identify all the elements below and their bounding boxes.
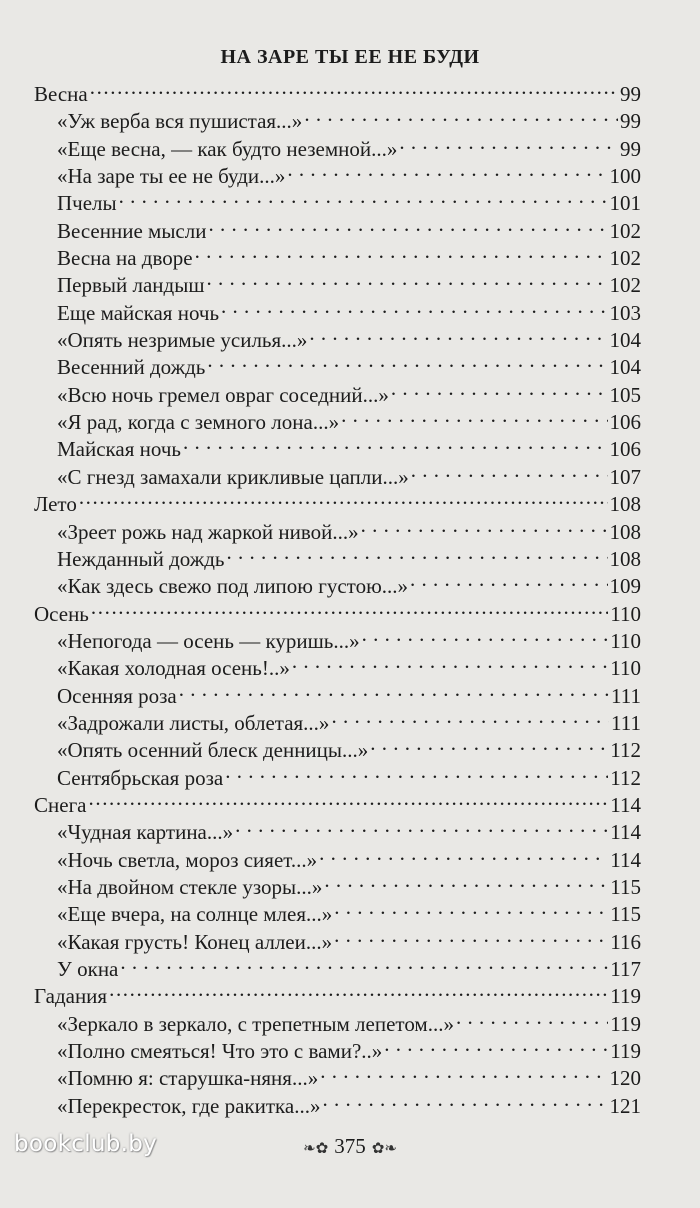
dot-leader (207, 265, 608, 292)
toc-entry-page: 107 (609, 464, 641, 489)
toc-entry-title: «Зеркало в зеркало, с трепетным лепетом...» (57, 1011, 454, 1036)
toc-entry-page: 99 (620, 82, 641, 106)
toc-entry-title: «Еще вчера, на солнце млея...» (57, 902, 333, 927)
toc-entry-title: Пчелы (57, 191, 117, 216)
toc-entry-page: 119 (610, 984, 641, 1009)
dot-leader (91, 594, 608, 621)
dot-leader (324, 867, 608, 894)
toc-entry-page: 119 (610, 1039, 641, 1064)
dot-leader (331, 703, 609, 730)
toc-entry-page: 117 (610, 957, 641, 981)
dot-leader (370, 730, 608, 757)
dot-leader (207, 347, 607, 374)
toc-entry-page: 105 (609, 382, 641, 407)
toc-entry-page: 102 (609, 246, 641, 271)
toc-entry-page: 106 (609, 410, 641, 435)
toc-entry-title: Весна на дворе (57, 246, 193, 271)
toc-entry-title: «Чудная картина...» (57, 820, 234, 845)
toc-entry-title: «Я рад, когда с земного лона...» (57, 410, 340, 435)
dot-leader (410, 566, 607, 593)
dot-leader (89, 785, 609, 812)
toc-entry-page: 106 (609, 437, 641, 462)
toc-entry-row (34, 211, 641, 243)
toc-entry-page: 110 (610, 601, 641, 626)
dot-leader (391, 375, 608, 402)
dot-leader (292, 648, 608, 675)
toc-entry-page: 120 (609, 1066, 641, 1091)
dot-leader (287, 156, 607, 183)
toc-entry-page: 114 (610, 792, 641, 817)
toc-entry-page: 112 (610, 765, 641, 790)
dot-leader (334, 894, 608, 921)
toc-entry-page: 99 (620, 109, 641, 134)
toc-entry-title: «Перекресток, где ракитка...» (57, 1093, 321, 1118)
toc-entry-page: 111 (611, 683, 641, 708)
toc-section-row (34, 785, 641, 817)
dot-leader (334, 922, 608, 949)
ornament-left-icon: ❧✿ (303, 1139, 329, 1158)
dot-leader (235, 812, 608, 839)
dot-leader (109, 976, 608, 1003)
dot-leader (319, 840, 608, 867)
toc-entry-page: 108 (609, 492, 641, 517)
toc-entry-title: «Непогода — осень — куришь...» (57, 628, 360, 653)
toc-entry-title: Нежданный дождь (57, 546, 225, 571)
dot-leader (120, 949, 608, 976)
dot-leader (341, 402, 607, 429)
toc-entry-page: 103 (609, 300, 641, 325)
toc-entry-title: «Как здесь свежо под липою густою...» (57, 574, 409, 599)
toc-entry-title: У окна (57, 957, 119, 981)
toc-entry-row (34, 949, 641, 981)
dot-leader (208, 211, 607, 238)
toc-entry-title: «Какая грусть! Конец аллеи...» (57, 929, 333, 954)
toc-entry-title: «Ночь светла, мороз сияет...» (57, 847, 318, 872)
toc-entry-title: Весенние мысли (57, 218, 207, 243)
toc-entry-title: «Какая холодная осень!..» (57, 656, 290, 681)
toc-entry-title: Осень (34, 601, 89, 626)
toc-entry-page: 112 (610, 738, 641, 763)
toc-entry-page: 114 (610, 820, 641, 845)
toc-entry-page: 104 (609, 328, 641, 353)
toc-entry-title: «Зреет рожь над жаркой нивой...» (57, 519, 359, 544)
toc-entry-row (34, 183, 641, 216)
toc-entry-page: 104 (609, 355, 641, 380)
toc-entry-row (34, 812, 641, 845)
toc-section-row (34, 484, 641, 517)
toc-entry-page: 110 (610, 656, 641, 681)
toc-entry-page: 102 (609, 218, 641, 243)
toc-entry-row (34, 101, 641, 134)
toc-section-row (34, 74, 641, 106)
dot-leader (362, 621, 609, 648)
dot-leader (323, 1086, 608, 1113)
toc-entry-title: Снега (34, 792, 87, 817)
ornament-right-icon: ✿❧ (371, 1139, 397, 1158)
toc-entry-title: «На заре ты ее не буди...» (57, 164, 286, 189)
toc-entry-title: Майская ночь (57, 437, 182, 462)
toc-entry-title: Еще майская ночь (57, 300, 220, 325)
dot-leader (90, 74, 618, 101)
dot-leader (320, 1058, 607, 1085)
toc-entry-title: «На двойном стекле узоры...» (57, 874, 323, 899)
toc-entry-title: «Опять осенний блеск денницы...» (57, 738, 369, 763)
table-of-contents (34, 74, 641, 1118)
toc-entry-page: 108 (609, 546, 641, 571)
dot-leader (304, 101, 618, 128)
toc-entry-title: «С гнезд замахали крикливые цапли...» (57, 464, 409, 489)
toc-entry-row (34, 1004, 641, 1036)
toc-entry-page: 115 (610, 902, 641, 927)
toc-entry-page: 101 (609, 191, 641, 216)
toc-entry-title: «Еще весна, — как будто неземной...» (57, 136, 398, 161)
toc-entry-page: 119 (610, 1011, 641, 1036)
toc-entry-page: 121 (609, 1093, 641, 1118)
toc-entry-page: 115 (610, 874, 641, 899)
toc-entry-page: 100 (609, 164, 641, 189)
dot-leader (183, 429, 607, 456)
dot-leader (309, 320, 607, 347)
dot-leader (225, 758, 608, 785)
dot-leader (361, 512, 608, 539)
dot-leader (456, 1004, 608, 1031)
toc-entry-page: 102 (609, 273, 641, 298)
dot-leader (179, 676, 609, 703)
dot-leader (227, 539, 608, 566)
toc-entry-title: Гадания (34, 984, 108, 1009)
toc-entry-title: Первый ландыш (57, 273, 205, 298)
toc-entry-page: 114 (610, 847, 641, 872)
toc-entry-page: 110 (610, 628, 641, 653)
toc-entry-title: «Всю ночь гремел овраг соседний...» (57, 382, 389, 407)
watermark: bookclub.by (14, 1131, 158, 1157)
dot-leader (79, 484, 608, 511)
toc-entry-row (34, 512, 641, 544)
dot-leader (399, 129, 618, 156)
toc-entry-title: Лето (34, 492, 77, 517)
dot-leader (221, 293, 607, 320)
toc-entry-title: Сентябрьская роза (57, 765, 224, 790)
toc-entry-page: 111 (611, 710, 641, 735)
toc-entry-page: 109 (609, 574, 641, 599)
toc-entry-page: 99 (620, 136, 641, 161)
toc-entry-title: «Помню я: старушка-няня...» (57, 1066, 319, 1091)
toc-entry-row (34, 621, 641, 653)
toc-entry-title: Осенняя роза (57, 683, 177, 708)
toc-section-row (34, 976, 641, 1009)
toc-entry-page: 108 (609, 519, 641, 544)
toc-entry-title: Весенний дождь (57, 355, 206, 380)
page-number: 375 (334, 1134, 366, 1158)
toc-section-row (34, 594, 641, 626)
dot-leader (384, 1031, 608, 1058)
dot-leader (195, 238, 608, 265)
toc-entry-title: «Опять незримые усилья...» (57, 328, 308, 353)
toc-entry-title: Весна (34, 82, 88, 106)
toc-entry-page: 116 (610, 929, 641, 954)
page-title: НА ЗАРЕ ТЫ ЕЕ НЕ БУДИ (220, 46, 480, 68)
toc-entry-title: «Задрожали листы, облетая...» (57, 710, 330, 735)
dot-leader (119, 183, 608, 210)
toc-entry-title: «Уж верба вся пушистая...» (57, 109, 303, 134)
toc-entry-title: «Полно смеяться! Что это с вами?..» (57, 1039, 383, 1064)
dot-leader (411, 457, 608, 484)
